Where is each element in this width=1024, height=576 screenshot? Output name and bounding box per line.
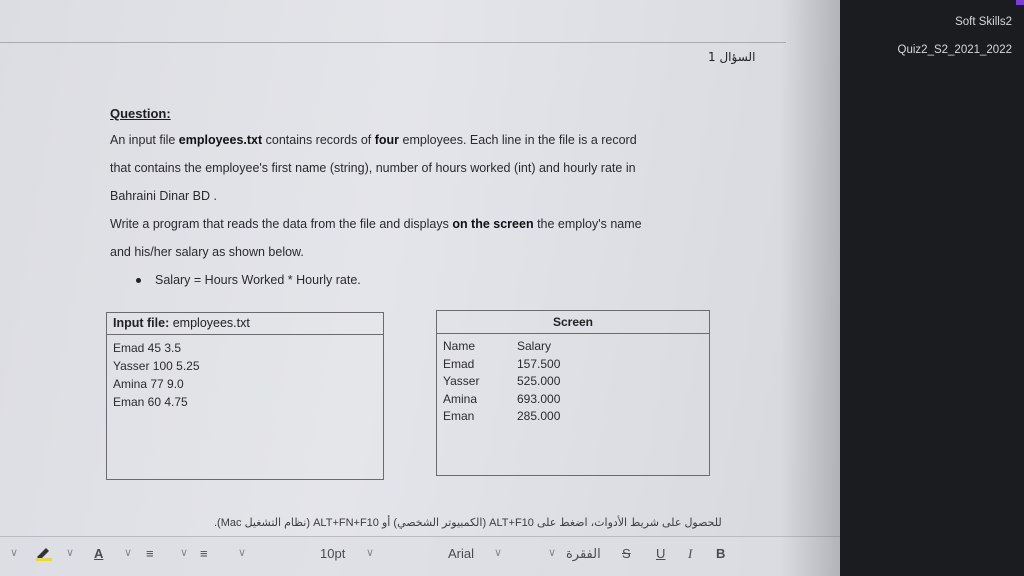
align-icon[interactable]: ≡: [146, 546, 154, 561]
chevron-down-icon[interactable]: ∨: [366, 547, 375, 559]
chevron-down-icon[interactable]: ∨: [548, 547, 557, 559]
course-sidebar: [840, 0, 1024, 576]
question-heading: Question:: [110, 106, 171, 121]
salary-cell: 157.500: [517, 356, 561, 371]
question-line-5: and his/her salary as shown below.: [110, 245, 304, 259]
list-icon[interactable]: ≡: [200, 546, 208, 561]
chevron-down-icon[interactable]: ∨: [180, 547, 189, 559]
quiz-title[interactable]: Quiz2_S2_2021_2022: [897, 44, 1012, 56]
highlight-pen-icon[interactable]: [34, 543, 54, 564]
salary-cell: 525.000: [517, 374, 561, 388]
question-number: السؤال 1: [708, 50, 756, 64]
salary-cell: Salary: [517, 339, 552, 353]
font-size-select[interactable]: 10pt: [320, 546, 346, 561]
name-cell: Yasser: [443, 374, 480, 388]
name-cell: Name: [443, 339, 476, 353]
question-line-3: Bahraini Dinar BD .: [110, 189, 217, 203]
question-line-2: that contains the employee's first name (string), number of hours worked (int) and hourly rate in: [110, 161, 636, 175]
name-cell: Amina: [443, 391, 478, 406]
input-row: Emad 45 3.5: [113, 341, 182, 355]
input-file-header: Input file: employees.txt: [107, 313, 383, 335]
screen-output-table: [436, 310, 710, 476]
salary-formula-bullet: Salary = Hours Worked * Hourly rate.: [136, 273, 361, 287]
font-name-select[interactable]: Arial: [448, 546, 475, 561]
input-file-table: [106, 312, 384, 480]
question-line-1: An input file employees.txt contains records of four employees. Each line in the file is a record: [110, 133, 637, 147]
underline-button[interactable]: U: [656, 546, 666, 561]
font-color-button[interactable]: A: [94, 546, 104, 561]
course-title[interactable]: Soft Skills2: [955, 16, 1012, 28]
salary-cell: 693.000: [517, 391, 561, 406]
screen-header: Screen: [437, 311, 709, 334]
chevron-down-icon[interactable]: ∨: [494, 547, 503, 559]
question-line-4: Write a program that reads the data from the file and displays on the screen the employ's name: [110, 217, 642, 231]
paragraph-select[interactable]: الفقرة: [566, 546, 601, 561]
bold-button[interactable]: B: [716, 546, 726, 561]
input-row: Yasser 100 5.25: [113, 359, 200, 373]
strikethrough-button[interactable]: S: [622, 546, 631, 561]
chevron-down-icon[interactable]: ∨: [66, 547, 75, 559]
name-cell: Emad: [443, 356, 475, 371]
chevron-down-icon[interactable]: ∨: [10, 547, 19, 559]
bullet-dot: [136, 278, 141, 283]
chevron-down-icon[interactable]: ∨: [124, 547, 133, 559]
toolbar-hint: للحصول على شريط الأدوات، اضغط على ALT+F10 (الكمبيوتر الشخصي) أو ALT+FN+F10 (نظام التشغيل Mac).: [214, 517, 722, 529]
accent-bar: [1016, 0, 1024, 5]
input-row: Amina 77 9.0: [113, 377, 184, 391]
header-divider: [0, 42, 786, 43]
name-cell: Eman: [443, 409, 475, 423]
italic-button[interactable]: I: [688, 546, 693, 561]
salary-cell: 285.000: [517, 409, 561, 423]
chevron-down-icon[interactable]: ∨: [238, 547, 247, 559]
input-row: Eman 60 4.75: [113, 395, 188, 409]
